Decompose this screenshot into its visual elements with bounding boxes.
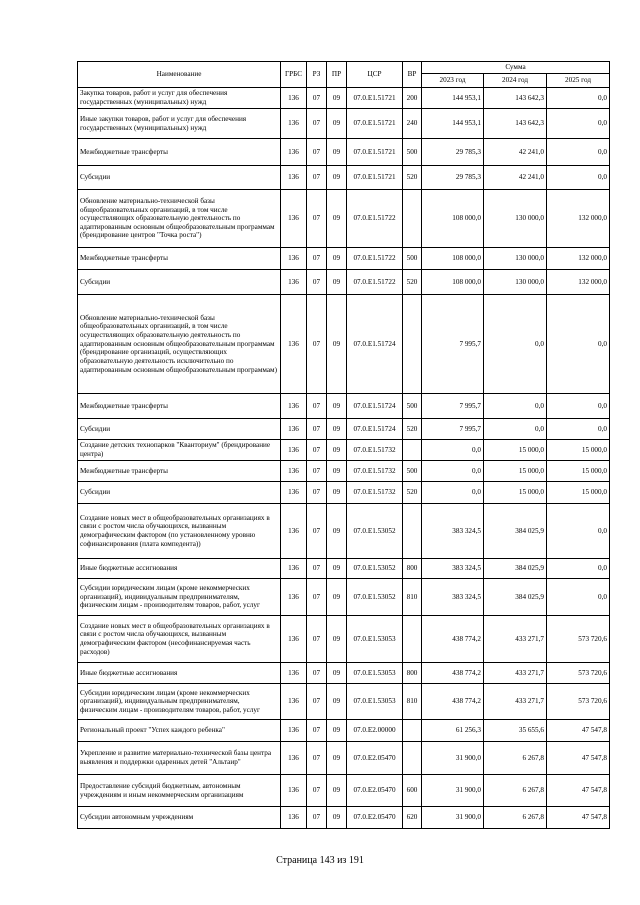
row-csr: 07.0.E1.51722 (347, 248, 403, 270)
row-name: Обновление материально-технической базы общеобразовательных организаций, в том числе осуществляющих образовательную деятельность по адаптированным основным общеобразовательным программам (брендирование центров "Точка роста") (78, 190, 281, 248)
row-pr: 09 (327, 559, 347, 579)
row-vr: 810 (403, 579, 422, 616)
row-rz: 07 (307, 440, 327, 461)
row-amount-2023: 7 995,7 (422, 295, 484, 394)
row-amount-2024: 35 655,6 (484, 720, 547, 742)
table-row (78, 663, 610, 684)
row-amount-2024: 130 000,0 (484, 248, 547, 270)
row-amount-2023: 383 324,5 (422, 579, 484, 616)
row-name: Иные бюджетные ассигнования (78, 559, 281, 579)
row-amount-2023: 31 900,0 (422, 775, 484, 807)
row-rz: 07 (307, 579, 327, 616)
row-amount-2024: 130 000,0 (484, 190, 547, 248)
row-vr: 600 (403, 775, 422, 807)
table-row (78, 720, 610, 742)
header-name: Наименование (78, 62, 281, 88)
row-amount-2025: 15 000,0 (547, 461, 610, 482)
row-amount-2024: 0,0 (484, 419, 547, 440)
row-pr: 09 (327, 742, 347, 775)
row-amount-2024: 6 267,8 (484, 775, 547, 807)
row-rz: 07 (307, 559, 327, 579)
row-grbs: 136 (281, 270, 307, 295)
row-pr: 09 (327, 248, 347, 270)
table-row (78, 684, 610, 720)
table-row (78, 139, 610, 166)
row-csr: 07.0.E1.51732 (347, 440, 403, 461)
row-amount-2025: 573 720,6 (547, 616, 610, 663)
row-vr (403, 720, 422, 742)
row-amount-2023: 108 000,0 (422, 248, 484, 270)
row-csr: 07.0.E2.00000 (347, 720, 403, 742)
row-rz: 07 (307, 775, 327, 807)
row-amount-2025: 132 000,0 (547, 248, 610, 270)
row-name: Создание детских технопарков "Кванториум" (брендирование центра) (78, 440, 281, 461)
row-amount-2025: 0,0 (547, 559, 610, 579)
row-name: Иные бюджетные ассигнования (78, 663, 281, 684)
row-vr: 500 (403, 394, 422, 419)
row-csr: 07.0.E1.53053 (347, 616, 403, 663)
row-vr: 520 (403, 482, 422, 504)
header-rz: РЗ (307, 62, 327, 88)
row-csr: 07.0.E1.53053 (347, 663, 403, 684)
row-grbs: 136 (281, 394, 307, 419)
table-row (78, 504, 610, 559)
row-pr: 09 (327, 720, 347, 742)
row-pr: 09 (327, 166, 347, 190)
row-amount-2025: 15 000,0 (547, 482, 610, 504)
row-name: Предоставление субсидий бюджетным, автономным учреждениям и иным некоммерческим организациям (78, 775, 281, 807)
budget-table (77, 61, 610, 829)
row-csr: 07.0.E1.53052 (347, 504, 403, 559)
row-name: Субсидии (78, 482, 281, 504)
row-csr: 07.0.E1.51722 (347, 270, 403, 295)
table-row (78, 775, 610, 807)
table-row (78, 616, 610, 663)
row-amount-2023: 31 900,0 (422, 742, 484, 775)
row-amount-2023: 108 000,0 (422, 270, 484, 295)
row-grbs: 136 (281, 248, 307, 270)
table-row (78, 270, 610, 295)
row-grbs: 136 (281, 742, 307, 775)
row-pr: 09 (327, 775, 347, 807)
header-year-2025: 2025 год (547, 74, 610, 88)
row-amount-2023: 144 953,1 (422, 88, 484, 109)
row-amount-2025: 47 547,8 (547, 742, 610, 775)
row-amount-2025: 0,0 (547, 109, 610, 139)
table-row (78, 559, 610, 579)
table-row (78, 295, 610, 394)
row-csr: 07.0.E1.51732 (347, 461, 403, 482)
row-vr: 240 (403, 109, 422, 139)
row-pr: 09 (327, 88, 347, 109)
row-pr: 09 (327, 663, 347, 684)
row-vr: 500 (403, 139, 422, 166)
table-row (78, 461, 610, 482)
header-vr: ВР (403, 62, 422, 88)
row-pr: 09 (327, 461, 347, 482)
header-year-2023: 2023 год (422, 74, 484, 88)
row-pr: 09 (327, 504, 347, 559)
row-name: Создание новых мест в общеобразовательных организациях в связи с ростом числа обучающихся, вызванным демографическим фактором (несофинансируемая часть расходов) (78, 616, 281, 663)
row-amount-2025: 573 720,6 (547, 663, 610, 684)
row-csr: 07.0.E2.05470 (347, 742, 403, 775)
row-amount-2023: 108 000,0 (422, 190, 484, 248)
row-amount-2025: 0,0 (547, 88, 610, 109)
row-amount-2025: 0,0 (547, 139, 610, 166)
row-pr: 09 (327, 394, 347, 419)
row-amount-2025: 0,0 (547, 419, 610, 440)
row-amount-2024: 433 271,7 (484, 684, 547, 720)
row-grbs: 136 (281, 139, 307, 166)
row-csr: 07.0.E1.53052 (347, 579, 403, 616)
row-amount-2023: 383 324,5 (422, 504, 484, 559)
row-amount-2025: 0,0 (547, 579, 610, 616)
table-row (78, 482, 610, 504)
row-vr (403, 742, 422, 775)
row-pr: 09 (327, 616, 347, 663)
row-grbs: 136 (281, 504, 307, 559)
row-vr: 800 (403, 663, 422, 684)
row-amount-2023: 383 324,5 (422, 559, 484, 579)
table-row (78, 88, 610, 109)
row-amount-2025: 0,0 (547, 394, 610, 419)
row-amount-2023: 31 900,0 (422, 807, 484, 829)
row-amount-2024: 143 642,3 (484, 88, 547, 109)
row-grbs: 136 (281, 440, 307, 461)
row-amount-2024: 15 000,0 (484, 482, 547, 504)
row-amount-2024: 42 241,0 (484, 139, 547, 166)
row-amount-2024: 143 642,3 (484, 109, 547, 139)
row-rz: 07 (307, 295, 327, 394)
row-amount-2023: 438 774,2 (422, 684, 484, 720)
row-grbs: 136 (281, 109, 307, 139)
row-vr: 500 (403, 248, 422, 270)
row-vr (403, 295, 422, 394)
row-name: Укрепление и развитие материально-технической базы центра выявления и поддержки одаренных детей "Альтаир" (78, 742, 281, 775)
row-csr: 07.0.E2.05470 (347, 807, 403, 829)
row-amount-2023: 438 774,2 (422, 616, 484, 663)
row-name: Субсидии юридическим лицам (кроме некоммерческих организаций), индивидуальным предпринимателям, физическим лицам - производителям товаров, работ, услуг (78, 579, 281, 616)
row-csr: 07.0.E1.51722 (347, 190, 403, 248)
table-row (78, 579, 610, 616)
row-csr: 07.0.E1.51732 (347, 482, 403, 504)
row-amount-2024: 6 267,8 (484, 807, 547, 829)
row-rz: 07 (307, 720, 327, 742)
row-pr: 09 (327, 482, 347, 504)
row-vr: 520 (403, 166, 422, 190)
row-name: Субсидии (78, 270, 281, 295)
row-amount-2023: 0,0 (422, 440, 484, 461)
row-name: Межбюджетные трансферты (78, 248, 281, 270)
row-amount-2023: 0,0 (422, 461, 484, 482)
page-number: Страница 143 из 191 (276, 855, 364, 866)
row-amount-2025: 15 000,0 (547, 440, 610, 461)
row-amount-2025: 132 000,0 (547, 270, 610, 295)
row-amount-2025: 0,0 (547, 166, 610, 190)
row-name: Межбюджетные трансферты (78, 394, 281, 419)
row-csr: 07.0.E1.51724 (347, 419, 403, 440)
row-pr: 09 (327, 270, 347, 295)
row-amount-2024: 15 000,0 (484, 440, 547, 461)
row-grbs: 136 (281, 166, 307, 190)
row-vr (403, 504, 422, 559)
row-name: Субсидии юридическим лицам (кроме некоммерческих организаций), индивидуальным предпринимателям, физическим лицам - производителям товаров, работ, услуг (78, 684, 281, 720)
row-amount-2024: 15 000,0 (484, 461, 547, 482)
row-amount-2024: 433 271,7 (484, 616, 547, 663)
row-csr: 07.0.E1.51724 (347, 295, 403, 394)
row-amount-2025: 47 547,8 (547, 807, 610, 829)
row-pr: 09 (327, 440, 347, 461)
row-amount-2025: 0,0 (547, 295, 610, 394)
row-grbs: 136 (281, 419, 307, 440)
row-grbs: 136 (281, 663, 307, 684)
row-amount-2023: 0,0 (422, 482, 484, 504)
row-amount-2024: 130 000,0 (484, 270, 547, 295)
row-name: Межбюджетные трансферты (78, 139, 281, 166)
row-pr: 09 (327, 190, 347, 248)
table-row (78, 109, 610, 139)
row-amount-2023: 7 995,7 (422, 419, 484, 440)
header-sum: Сумма (422, 62, 610, 74)
row-pr: 09 (327, 295, 347, 394)
table-row (78, 742, 610, 775)
row-rz: 07 (307, 248, 327, 270)
row-grbs: 136 (281, 461, 307, 482)
row-grbs: 136 (281, 88, 307, 109)
row-grbs: 136 (281, 190, 307, 248)
row-rz: 07 (307, 419, 327, 440)
row-amount-2024: 0,0 (484, 394, 547, 419)
row-amount-2024: 384 025,9 (484, 559, 547, 579)
row-amount-2023: 7 995,7 (422, 394, 484, 419)
row-rz: 07 (307, 807, 327, 829)
row-rz: 07 (307, 616, 327, 663)
row-rz: 07 (307, 139, 327, 166)
header-grbs: ГРБС (281, 62, 307, 88)
row-vr: 200 (403, 88, 422, 109)
row-grbs: 136 (281, 579, 307, 616)
row-vr: 520 (403, 270, 422, 295)
row-csr: 07.0.E1.51724 (347, 394, 403, 419)
row-amount-2025: 132 000,0 (547, 190, 610, 248)
row-amount-2025: 0,0 (547, 504, 610, 559)
row-amount-2023: 29 785,3 (422, 166, 484, 190)
row-pr: 09 (327, 139, 347, 166)
row-amount-2024: 0,0 (484, 295, 547, 394)
row-name: Межбюджетные трансферты (78, 461, 281, 482)
row-rz: 07 (307, 663, 327, 684)
header-pr: ПР (327, 62, 347, 88)
row-vr: 620 (403, 807, 422, 829)
row-rz: 07 (307, 504, 327, 559)
row-pr: 09 (327, 684, 347, 720)
row-vr: 520 (403, 419, 422, 440)
row-pr: 09 (327, 579, 347, 616)
row-name: Субсидии автономным учреждениям (78, 807, 281, 829)
row-amount-2024: 384 025,9 (484, 504, 547, 559)
row-vr: 800 (403, 559, 422, 579)
row-name: Закупка товаров, работ и услуг для обеспечения государственных (муниципальных) нужд (78, 88, 281, 109)
row-csr: 07.0.E1.51721 (347, 166, 403, 190)
row-name: Иные закупки товаров, работ и услуг для обеспечения государственных (муниципальных) нужд (78, 109, 281, 139)
row-rz: 07 (307, 461, 327, 482)
row-vr (403, 616, 422, 663)
row-rz: 07 (307, 482, 327, 504)
row-csr: 07.0.E1.51721 (347, 88, 403, 109)
table-row (78, 394, 610, 419)
row-pr: 09 (327, 109, 347, 139)
header-csr: ЦСР (347, 62, 403, 88)
row-amount-2023: 438 774,2 (422, 663, 484, 684)
row-vr: 810 (403, 684, 422, 720)
row-name: Региональный проект "Успех каждого ребенка" (78, 720, 281, 742)
row-grbs: 136 (281, 295, 307, 394)
row-name: Субсидии (78, 166, 281, 190)
row-csr: 07.0.E1.51721 (347, 139, 403, 166)
row-grbs: 136 (281, 807, 307, 829)
row-csr: 07.0.E2.05470 (347, 775, 403, 807)
row-name: Создание новых мест в общеобразовательных организациях в связи с ростом числа обучающихся, вызванным демографическим фактором (по установленному уровню софинансирования (плата компедента)) (78, 504, 281, 559)
table-row (78, 248, 610, 270)
table-body (78, 88, 610, 829)
table-row (78, 807, 610, 829)
row-amount-2023: 61 256,3 (422, 720, 484, 742)
row-rz: 07 (307, 684, 327, 720)
row-rz: 07 (307, 742, 327, 775)
table-row (78, 419, 610, 440)
row-name: Субсидии (78, 419, 281, 440)
row-grbs: 136 (281, 482, 307, 504)
table-row (78, 190, 610, 248)
row-amount-2025: 573 720,6 (547, 684, 610, 720)
row-rz: 07 (307, 109, 327, 139)
row-grbs: 136 (281, 616, 307, 663)
row-amount-2025: 47 547,8 (547, 775, 610, 807)
row-name: Обновление материально-технической базы общеобразовательных организаций, в том числе осуществляющих образовательную деятельность по адаптированным основным общеобразовательным программам (брендирование организаций, осуществляющих образовательную деятельность исключительно по адаптированным основным общеобразовательным программам) (78, 295, 281, 394)
table-row (78, 166, 610, 190)
row-amount-2024: 6 267,8 (484, 742, 547, 775)
row-pr: 09 (327, 419, 347, 440)
row-amount-2024: 384 025,9 (484, 579, 547, 616)
row-rz: 07 (307, 190, 327, 248)
table-row (78, 440, 610, 461)
row-grbs: 136 (281, 684, 307, 720)
row-vr (403, 440, 422, 461)
row-pr: 09 (327, 807, 347, 829)
row-amount-2025: 47 547,8 (547, 720, 610, 742)
row-csr: 07.0.E1.51721 (347, 109, 403, 139)
row-rz: 07 (307, 88, 327, 109)
row-vr: 500 (403, 461, 422, 482)
row-amount-2024: 433 271,7 (484, 663, 547, 684)
row-amount-2024: 42 241,0 (484, 166, 547, 190)
row-grbs: 136 (281, 559, 307, 579)
row-grbs: 136 (281, 720, 307, 742)
row-rz: 07 (307, 394, 327, 419)
row-csr: 07.0.E1.53053 (347, 684, 403, 720)
header-year-2024: 2024 год (484, 74, 547, 88)
row-vr (403, 190, 422, 248)
row-amount-2023: 144 953,1 (422, 109, 484, 139)
row-csr: 07.0.E1.53052 (347, 559, 403, 579)
row-rz: 07 (307, 270, 327, 295)
row-grbs: 136 (281, 775, 307, 807)
row-amount-2023: 29 785,3 (422, 139, 484, 166)
row-rz: 07 (307, 166, 327, 190)
